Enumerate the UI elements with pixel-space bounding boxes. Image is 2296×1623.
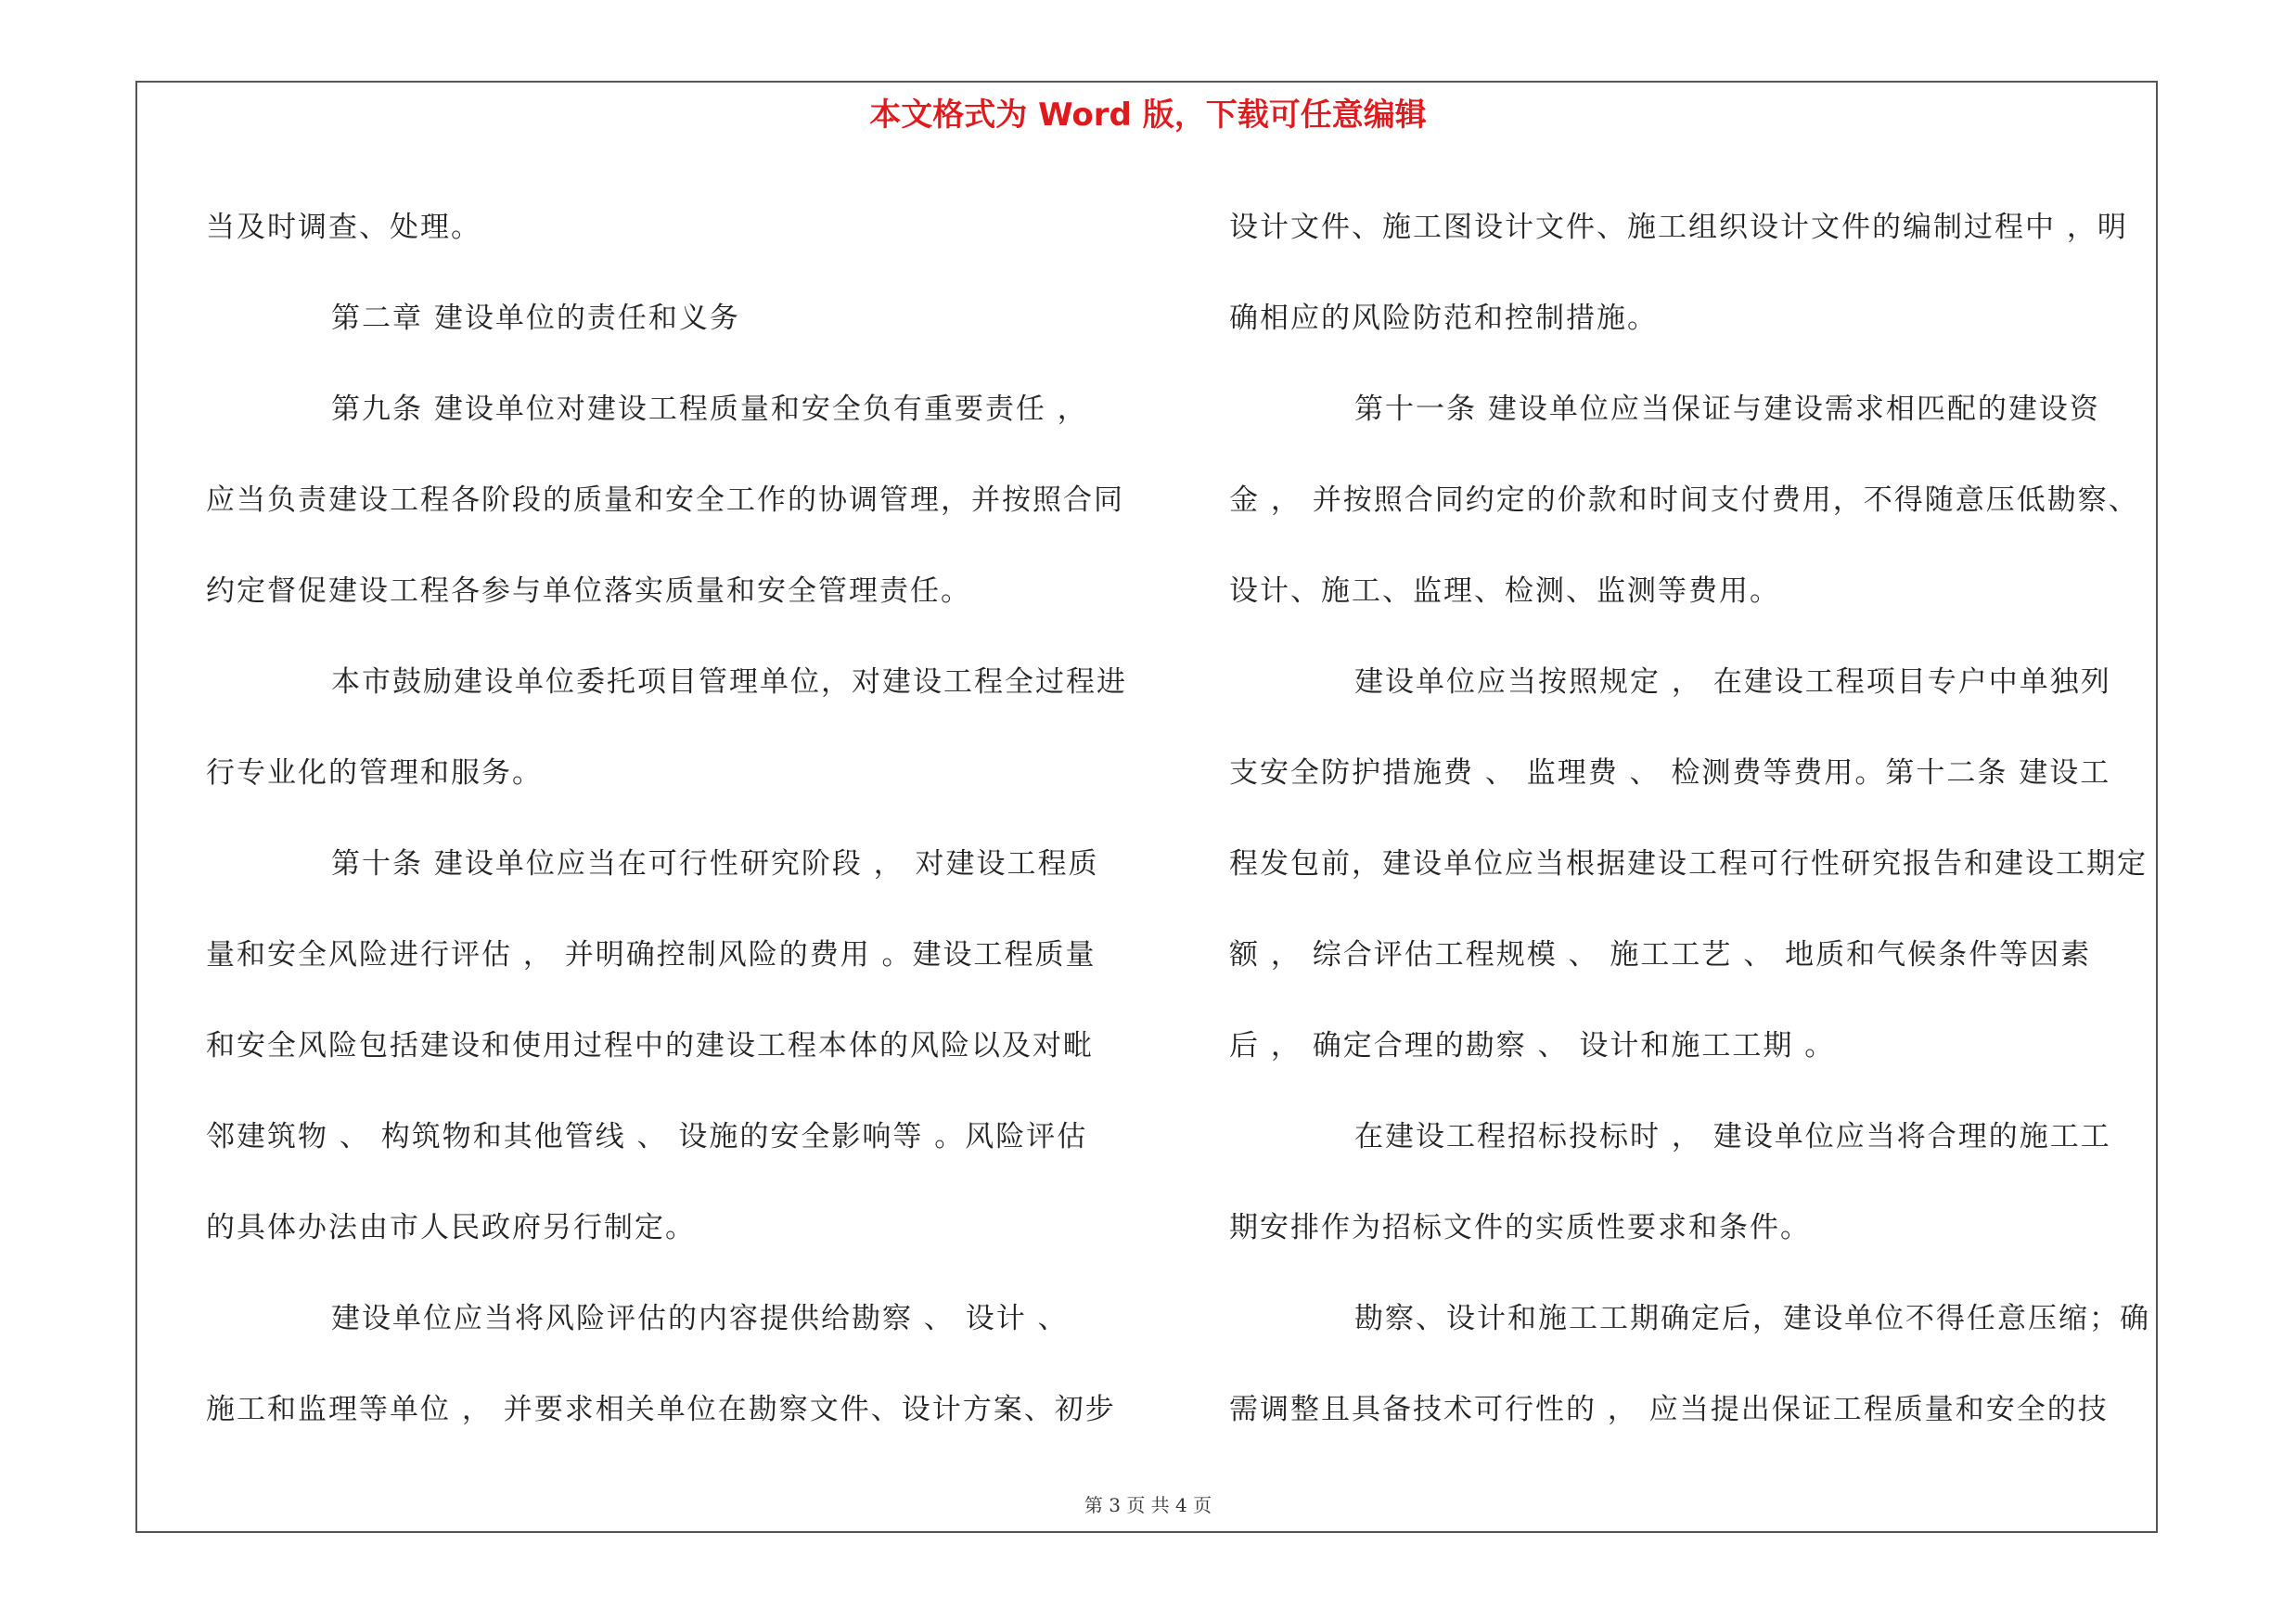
text-line: 第十条 建设单位应当在可行性研究阶段 ， 对建设工程质 [331,847,1099,881]
text-line: 行专业化的管理和服务。 [206,756,543,790]
text-line: 约定督促建设工程各参与单位落实质量和安全管理责任。 [206,574,971,608]
right-column [1229,182,2157,1455]
text-line: 在建设工程招标投标时 ， 建设单位应当将合理的施工工 [1354,1120,2111,1153]
text-line: 建设单位应当按照规定 ， 在建设工程项目专户中单独列 [1354,665,2111,699]
text-line: 设计文件、施工图设计文件、施工组织设计文件的编制过程中 ，明 [1229,211,2128,244]
text-line: 勘察、设计和施工工期确定后，建设单位不得任意压缩；确 [1354,1302,2150,1335]
text-line: 第九条 建设单位对建设工程质量和安全负有重要责任 ， [331,393,1088,426]
text-line: 支安全防护措施费 、 监理费 、 检测费等费用。第十二条 建设工 [1229,756,2111,790]
text-line: 程发包前，建设单位应当根据建设工程可行性研究报告和建设工期定 [1229,847,2148,881]
page-footer: 第 3 页 共 4 页 [1084,1494,1212,1516]
text-line: 施工和监理等单位 ， 并要求相关单位在勘察文件、设计方案、初步 [206,1393,1116,1426]
text-line: 建设单位应当将风险评估的内容提供给勘察 、 设计 、 [331,1302,1069,1335]
text-line: 第二章 建设单位的责任和义务 [331,302,740,335]
format-banner: 本文格式为 Word 版，下载可任意编辑 [869,97,1427,134]
text-line: 金 ， 并按照合同约定的价款和时间支付费用，不得随意压低勘察、 [1229,483,2139,517]
text-line: 额 ， 综合评估工程规模 、 施工工艺 、 地质和气候条件等因素 [1229,938,2092,972]
text-line: 期安排作为招标文件的实质性要求和条件。 [1229,1211,1811,1244]
text-line: 的具体办法由市人民政府另行制定。 [206,1211,696,1244]
text-line: 需调整且具备技术可行性的 ， 应当提出保证工程质量和安全的技 [1229,1393,2109,1426]
text-line: 量和安全风险进行评估 ， 并明确控制风险的费用 。建设工程质量 [206,938,1097,972]
text-line: 应当负责建设工程各阶段的质量和安全工作的协调管理，并按照合同 [206,483,1124,517]
text-line: 第十一条 建设单位应当保证与建设需求相匹配的建设资 [1354,393,2100,426]
text-line: 设计、施工、监理、检测、监测等费用。 [1229,574,1780,608]
left-column [206,182,1134,1455]
text-line: 邻建筑物 、 构筑物和其他管线 、 设施的安全影响等 。风险评估 [206,1120,1088,1153]
text-line: 确相应的风险防范和控制措施。 [1229,302,1658,335]
text-line: 后 ， 确定合理的勘察 、 设计和施工工期 。 [1229,1029,1836,1063]
text-line: 当及时调查、处理。 [206,211,481,244]
text-line: 本市鼓励建设单位委托项目管理单位，对建设工程全过程进 [331,665,1127,699]
text-line: 和安全风险包括建设和使用过程中的建设工程本体的风险以及对毗 [206,1029,1094,1063]
